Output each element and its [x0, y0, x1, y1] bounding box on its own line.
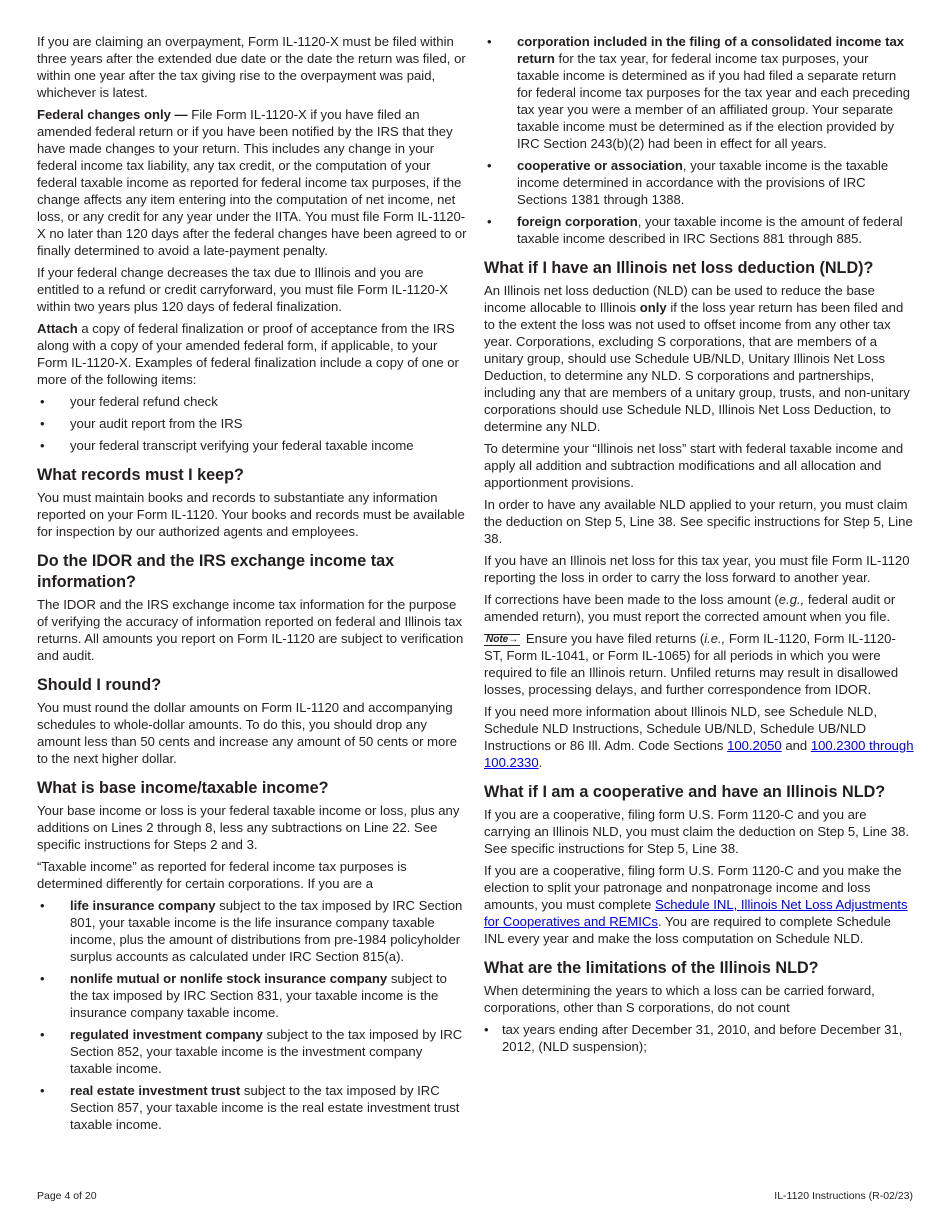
- nld-paragraph-1: An Illinois net loss deduction (NLD) can be used to reduce the base income allocable to Illinois only if the loss year return has been filed and to the extent the loss was not used to offset income from any other tax year. Corporations, excluding S corporations, that are members of a unitary group, should use Schedule UB/NLD, Unitary Illinois Net Loss Deduction, to determine any NLD. S corporations and partnerships, including any that are members of a unitary group, trusts, and non-unitary corporations should use Schedule NLD, Illinois Net Loss Deduction, to determine any NLD.: [484, 283, 910, 434]
- list-item: • cooperative or association, your taxable income is the taxable income determined in accordance with the provisions of IRC Sections 1381 through 1388.: [484, 157, 914, 208]
- note-paragraph: Note→ Ensure you have filed returns (i.e., Form IL-1120, Form IL-1120-ST, Form IL-1041, or Form IL-1065) for all periods in which you were required to file an Illinois return. Unfiled returns may result in disallowed losses, processing delays, and further correspondence from IDOR.: [484, 631, 899, 697]
- note-icon: Note→: [486, 634, 519, 645]
- heading-nld: What if I have an Illinois net loss deduction (NLD)?: [484, 259, 874, 277]
- list-item: • your federal transcript verifying your federal taxable income: [37, 437, 467, 454]
- heading-records: What records must I keep?: [37, 466, 244, 484]
- heading-cooperative: What if I am a cooperative and have an Illinois NLD?: [484, 783, 886, 801]
- attach-list: [37, 393, 467, 454]
- federal-changes-paragraph: Federal changes only — File Form IL-1120-X if you have filed an amended federal return or if you have been notified by the IRS that they have made changes to your return. This includes any change in your federal income tax liability, any tax credit, or the computation of your federal taxable income as reported for federal income tax purposes, if the change affects any item entering into the computation of net income, net loss, or any credit for any year under the IITA. You must file Form IL-1120-X no later than 120 days after the federal changes have been agreed to or finally determined to avoid a late-payment penalty.: [37, 107, 467, 258]
- limitations-list: [484, 1021, 914, 1055]
- list-item: • your federal refund check: [37, 393, 467, 410]
- link-100-2300-through-100-2330[interactable]: 100.2300 through 100.2330: [484, 738, 914, 770]
- nld-paragraph-4: If you have an Illinois net loss for this tax year, you must file Form IL-1120 reporting the loss in order to carry the loss forward to another year.: [484, 553, 910, 585]
- federal-changes-label: Federal changes only —: [37, 107, 188, 122]
- taxable-income-paragraph: “Taxable income” as reported for federal income tax purposes is determined differently for certain corporations. If you are a: [37, 859, 407, 891]
- nld-paragraph-2: To determine your “Illinois net loss” start with federal taxable income and apply all addition and subtraction modifications and all allocation and apportionment provisions.: [484, 441, 904, 490]
- records-paragraph: You must maintain books and records to substantiate any information reported on your Form IL-1120. Your books and records must be available for inspection by our authorized agents and employees.: [37, 490, 465, 539]
- list-item: • foreign corporation, your taxable income is the amount of federal taxable income described in IRC Sections 881 through 885.: [484, 213, 914, 247]
- list-item: • life insurance company subject to the tax imposed by IRC Section 801, your taxable income is the life insurance company taxable income, plus the amount of distributions from pre-1984 policyholder surplus accounts as calculated under IRC Section 815(a).: [37, 897, 467, 965]
- base-income-paragraph: Your base income or loss is your federal taxable income or loss, plus any additions on Lines 2 through 8, less any subtractions on Line 22. See specific instructions for Steps 2 and 3.: [37, 803, 460, 852]
- left-column: [37, 33, 467, 1138]
- attach-paragraph: Attach a copy of federal finalization or proof of acceptance from the IRS along with a copy of your amended federal form, if applicable, to your Form IL-1120-X. Examples of federal finalization include a copy of one or more of the following items:: [37, 321, 459, 387]
- list-item: • corporation included in the filing of a consolidated income tax return for the tax year, for federal income tax purposes, your taxable income is determined as if you had filed a separate return for federal income tax purposes for the tax year and each preceding tax year you were a member of an affiliated group. Your separate taxable income must be determined as if the election provided by IRC Section 243(b)(2) had been in effect for all years.: [484, 33, 914, 152]
- nld-paragraph-5: If corrections have been made to the loss amount (e.g., federal audit or amended return), you must report the corrected amount when you file.: [484, 592, 896, 624]
- overpayment-paragraph: If you are claiming an overpayment, Form IL-1120-X must be filed within three years after the extended due date or the date the return was filed, or within one year after the tax giving rise to the overpayment was paid, whichever is latest.: [37, 34, 466, 100]
- corporation-list-right: [484, 33, 914, 247]
- round-paragraph: You must round the dollar amounts on Form IL-1120 and accompanying schedules to whole-dollar amounts. To do this, you should drop any amount less than 50 cents and increase any amount of 50 cents or more to the next higher dollar.: [37, 700, 457, 766]
- corporation-list-left: [37, 897, 467, 1133]
- limitations-paragraph: When determining the years to which a loss can be carried forward, corporations, other than S corporations, do not count: [484, 983, 875, 1015]
- list-item: • real estate investment trust subject to the tax imposed by IRC Section 857, your taxable income is the real estate investment trust taxable income.: [37, 1082, 467, 1133]
- federal-decrease-paragraph: If your federal change decreases the tax due to Illinois and you are entitled to a refund or credit carryforward, you must file Form IL-1120-X within two years plus 120 days of federal finalization.: [37, 265, 448, 314]
- list-item: • nonlife mutual or nonlife stock insurance company subject to the tax imposed by IRC Section 831, your taxable income is the insurance company taxable income.: [37, 970, 467, 1021]
- exchange-paragraph: The IDOR and the IRS exchange income tax information for the purpose of verifying the accuracy of information reported on federal and Illinois tax returns. All amounts you report on Form IL-1120 are subject to verification and audit.: [37, 597, 464, 663]
- list-item: • regulated investment company subject to the tax imposed by IRC Section 852, your taxable income is the investment company taxable income.: [37, 1026, 467, 1077]
- list-item: • tax years ending after December 31, 2010, and before December 31, 2012, (NLD suspension);: [484, 1021, 914, 1055]
- attach-label: Attach: [37, 321, 78, 336]
- link-100-2050[interactable]: 100.2050: [727, 738, 782, 753]
- heading-limitations: What are the limitations of the Illinois NLD?: [484, 959, 819, 977]
- schedule-inl-link[interactable]: Schedule INL, Illinois Net Loss Adjustments for Cooperatives and REMICs: [484, 897, 908, 929]
- heading-exchange: Do the IDOR and the IRS exchange income tax information?: [37, 552, 395, 591]
- list-item: • your audit report from the IRS: [37, 415, 467, 432]
- cooperative-paragraph-1: If you are a cooperative, filing form U.S. Form 1120-C and you are carrying an Illinois NLD, you must claim the deduction on Step 5, Line 38. See specific instructions for Step 5, Line 38.: [484, 807, 910, 856]
- heading-round: Should I round?: [37, 676, 162, 694]
- page-number: Page 4 of 20: [37, 1190, 97, 1202]
- more-info-paragraph: If you need more information about Illinois NLD, see Schedule NLD, Schedule NLD Instructions, Schedule UB/NLD, Schedule UB/NLD Instructions or 86 Ill. Adm. Code Sections 100.2050 and 100.2300 through 100.2330.: [484, 704, 914, 770]
- nld-paragraph-3: In order to have any available NLD applied to your return, you must claim the deduction on Step 5, Line 38. See specific instructions for Step 5, Line 38.: [484, 497, 913, 546]
- heading-base-income: What is base income/taxable income?: [37, 779, 329, 797]
- cooperative-paragraph-2: If you are a cooperative, filing form U.S. Form 1120-C and you make the election to split your patronage and nonpatronage income and loss amounts, you must complete Schedule INL, Illinois Net Loss Adjustments for Cooperatives and REMICs. You are required to complete Schedule INL every year and make the loss computation on Schedule NLD.: [484, 863, 908, 946]
- form-revision: IL-1120 Instructions (R-02/23): [774, 1190, 913, 1202]
- right-column: [484, 33, 914, 1060]
